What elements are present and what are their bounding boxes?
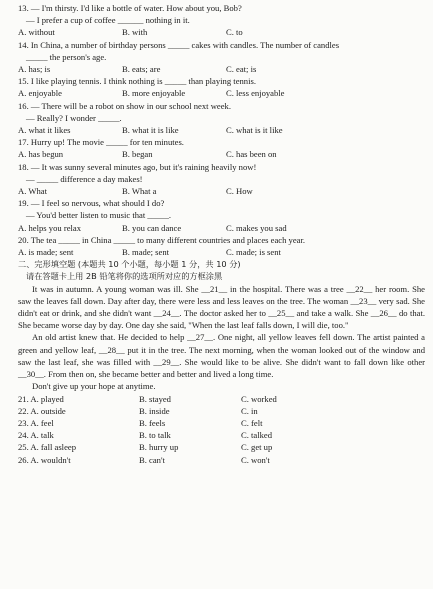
option-b: B. to talk	[139, 430, 171, 441]
option-c: C. less enjoyable	[226, 88, 285, 99]
question-13: 13. — I'm thirsty. I'd like a bottle of water. How about you, Bob?	[18, 3, 242, 13]
options-15	[18, 87, 425, 99]
option-c: C. made; is sent	[226, 247, 281, 258]
cloze-options-25	[18, 441, 425, 453]
option-c: C. makes you sad	[226, 222, 287, 233]
options-14	[18, 63, 425, 75]
option-a: A. has begun	[18, 149, 64, 160]
section-title: 二、完形填空题 (本题共 10 个小题，每小题 1 分，共 10 分)	[18, 259, 241, 270]
option-b: B. made; sent	[122, 247, 170, 258]
option-a: 22. A. outside	[18, 405, 66, 416]
question-13-response: — I prefer a cup of coffee ______ nothing in it.	[26, 15, 190, 26]
options-17	[18, 148, 425, 160]
option-a: A. enjoyable	[18, 88, 62, 99]
option-a: 23. A. feel	[18, 417, 54, 428]
passage-paragraph-1: It was in autumn. A young woman was ill. She __21__ in the hospital. There was a tree __22__ her room. She saw the leaves fall down. Day after day, there were less and less leaves on the tree. The woman __23__ very sad. She didn't eat or drink, and she didn't want __24__. The doctor asked her to __25__ and take a walk. She __26__ do that. She became worse day by day. One day she said, "When the last leaf falls down, I will die, too."	[18, 283, 425, 331]
passage-paragraph-2: An old artist knew that. He decided to help __27__. One night, all yellow leaves fell down. The artist painted a green and yellow leaf, __28__ put it in the tree. The next morning, when the woman looked out of the window and saw the last leaf, she was filled with __29__. She would like to be alive. She didn't want to fall down like other __30__. From then on, she became better and better and lived a long time.	[18, 332, 425, 380]
option-a: 24. A. talk	[18, 430, 54, 441]
question-16-response: — Really? I wonder _____.	[26, 112, 122, 123]
question-14-cont: _____ the person's age.	[26, 51, 107, 62]
cloze-options-24	[18, 429, 425, 441]
option-b: B. more enjoyable	[122, 88, 186, 99]
option-b: B. inside	[139, 405, 170, 416]
option-c: C. eat; is	[226, 64, 257, 75]
cloze-options-23	[18, 417, 425, 429]
question-18: 18. — It was sunny several minutes ago, but it's raining heavily now!	[18, 161, 257, 172]
option-c: C. what is it like	[226, 125, 283, 136]
option-a: A. without	[18, 27, 55, 38]
option-c: C. in	[241, 405, 258, 416]
option-b: B. began	[122, 149, 153, 160]
question-19: 19. — I feel so nervous, what should I do?	[18, 198, 165, 209]
question-17: 17. Hurry up! The movie _____ for ten minutes.	[18, 137, 184, 148]
question-18-response: — _____ difference a day makes!	[26, 173, 143, 184]
option-c: C. How	[226, 186, 253, 197]
option-c: C. worked	[241, 393, 277, 404]
option-c: C. get up	[241, 442, 273, 453]
options-18	[18, 185, 425, 197]
option-c: C. to	[226, 27, 243, 38]
option-c: C. felt	[241, 417, 263, 428]
option-a: A. helps you relax	[18, 222, 82, 233]
option-b: B. with	[122, 27, 148, 38]
option-b: B. hurry up	[139, 442, 179, 453]
option-b: B. stayed	[139, 393, 171, 404]
cloze-options-26	[18, 454, 425, 466]
question-14: 14. In China, a number of birthday persons _____ cakes with candles. The number of candles	[18, 39, 340, 50]
question-16: 16. — There will be a robot on show in our school next week.	[18, 100, 231, 111]
option-b: B. what it is like	[122, 125, 179, 136]
option-a: 25. A. fall asleep	[18, 442, 76, 453]
passage-paragraph-3: Don't give up your hope at anytime.	[32, 381, 156, 392]
cloze-options-21	[18, 393, 425, 405]
option-b: B. can't	[139, 454, 165, 465]
question-15: 15. I like playing tennis. I think nothing is _____ than playing tennis.	[18, 76, 256, 87]
options-16	[18, 124, 425, 136]
section-instruction: 请在答题卡上用 2B 铅笔将你的选项所对应的方框涂黑	[26, 271, 223, 282]
option-c: C. talked	[241, 430, 273, 441]
option-b: B. eats; are	[122, 64, 161, 75]
option-a: A. What	[18, 186, 47, 197]
option-b: B. What a	[122, 186, 157, 197]
option-a: 26. A. wouldn't	[18, 454, 71, 465]
options-20	[18, 246, 425, 258]
option-a: 21. A. played	[18, 393, 64, 404]
options-13	[18, 26, 425, 38]
option-c: C. has been on	[226, 149, 277, 160]
option-c: C. won't	[241, 454, 270, 465]
options-19	[18, 222, 425, 234]
option-a: A. what it likes	[18, 125, 71, 136]
question-20: 20. The tea _____ in China _____ to many different countries and places each year.	[18, 234, 306, 245]
cloze-options-22	[18, 405, 425, 417]
option-a: A. is made; sent	[18, 247, 74, 258]
option-b: B. feels	[139, 417, 166, 428]
question-19-response: — You'd better listen to music that _____.	[26, 210, 172, 221]
option-a: A. has; is	[18, 64, 51, 75]
option-b: B. you can dance	[122, 222, 182, 233]
